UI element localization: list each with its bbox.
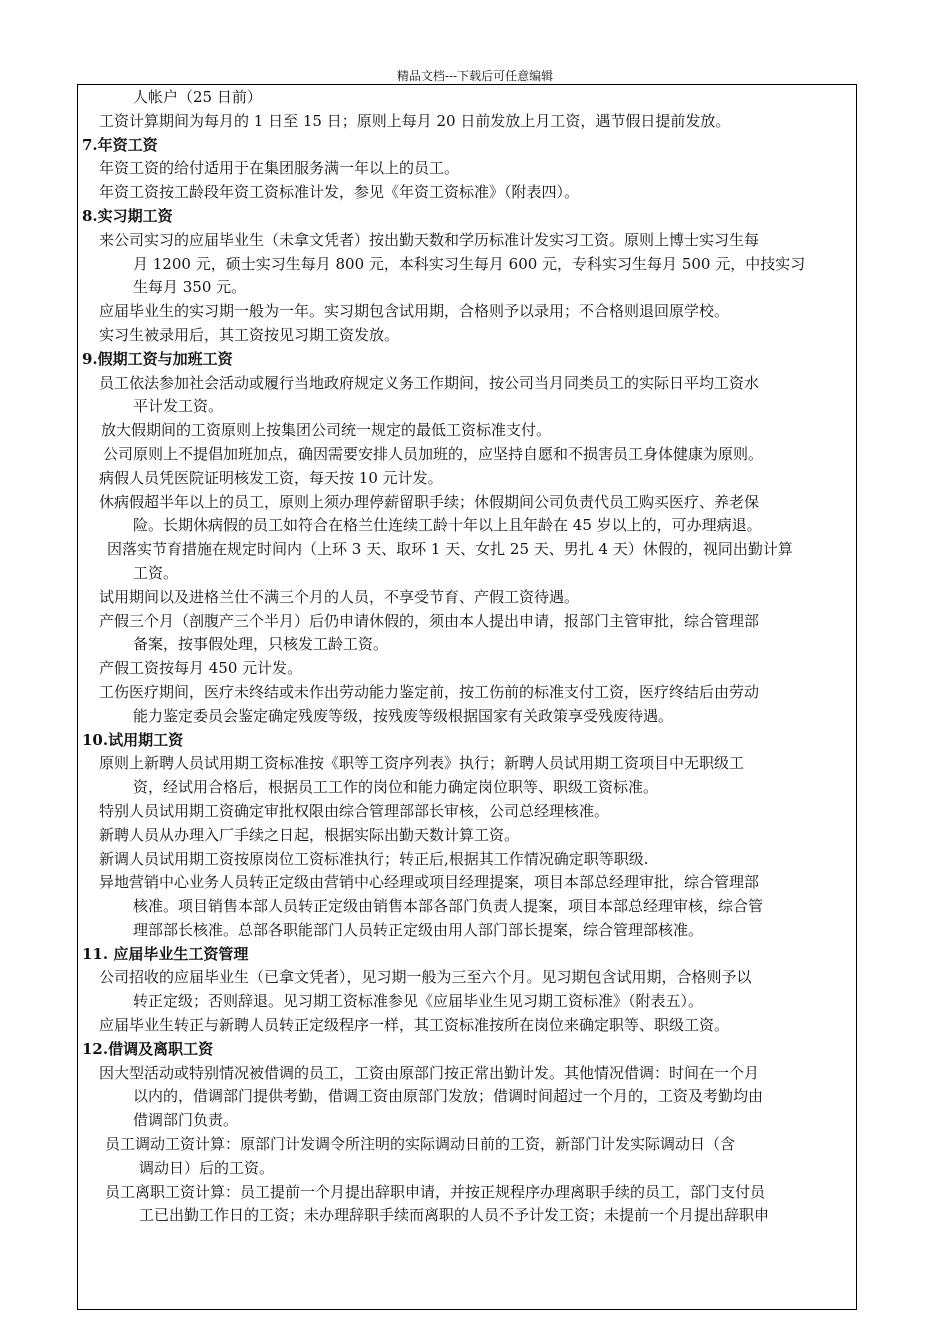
section-heading: 8.实习期工资: [82, 206, 173, 225]
body-text-line: 公司原则上不提倡加班加点，确因需要安排人员加班的，应坚持自愿和不损害员工身体健康为原则。: [103, 444, 764, 463]
body-text-line: 因大型活动或特别情况被借调的员工，工资由原部门按正常出勤计发。其他情况借调：时间在一个月: [99, 1063, 760, 1082]
body-text-line: 实习生被录用后，其工资按见习期工资发放。: [99, 325, 400, 344]
body-text-line: 以内的，借调部门提供考勤，借调工资由原部门发放；借调时间超过一个月的，工资及考勤均由: [133, 1087, 764, 1106]
body-text-line: 调动日）后的工资。: [139, 1158, 275, 1177]
section-heading: 12.借调及离职工资: [82, 1039, 214, 1058]
body-text-line: 年资工资按工龄段年资工资标准计发，参见《年资工资标准》（附表四）。: [99, 183, 580, 202]
body-text-line: 生每月 350 元。: [133, 278, 247, 297]
page-header: 精品文档---下载后可任意编辑: [396, 69, 554, 83]
body-text-line: 原则上新聘人员试用期工资标准按《职等工资序列表》执行；新聘人员试用期工资项目中无职级工: [99, 754, 745, 773]
body-text-line: 因落实节育措施在规定时间内（上环 3 天、取环 1 天、女扎 25 天、男扎 4 天）休假的，视同出勤计算: [107, 540, 793, 559]
document-body: [80, 86, 852, 1228]
body-text-line: 新聘人员从办理入厂手续之日起，根据实际出勤天数计算工资。: [99, 825, 520, 844]
body-text-line: 能力鉴定委员会鉴定确定残废等级，按残废等级根据国家有关政策享受残废待遇。: [133, 706, 674, 725]
body-text-line: 理部部长核准。总部各职能部门人员转正定级由用人部门部长提案，综合管理部核准。: [133, 920, 704, 939]
section-heading: 7.年资工资: [82, 135, 158, 154]
body-text-line: 工资计算期间为每月的 1 日至 15 日；原则上每月 20 日前发放上月工资，遇节假日提前发放。: [99, 111, 731, 130]
body-text-line: 休病假超半年以上的员工，原则上须办理停薪留职手续；休假期间公司负责代员工购买医疗、养老保: [99, 492, 760, 511]
body-text-line: 核准。项目销售本部人员转正定级由销售本部各部门负责人提案，项目本部总经理审核，综合管: [133, 897, 764, 916]
body-text-line: 工已出勤工作日的工资；未办理辞职手续而离职的人员不予计发工资；未提前一个月提出辞职申: [139, 1206, 770, 1225]
body-text-line: 放大假期间的工资原则上按集团公司统一规定的最低工资标准支付。: [101, 421, 552, 440]
body-text-line: 工伤医疗期间，医疗未终结或未作出劳动能力鉴定前，按工伤前的标准支付工资，医疗终结后由劳动: [99, 682, 760, 701]
body-text-line: 转正定级；否则辞退。见习期工资标准参见《应届毕业生见习期工资标准》（附表五）。: [133, 992, 704, 1011]
section-heading: 9.假期工资与加班工资: [82, 349, 233, 368]
body-text-line: 人帐户（25 日前）: [133, 88, 262, 106]
body-text-line: 应届毕业生的实习期一般为一年。实习期包含试用期，合格则予以录用；不合格则退回原学校。: [99, 302, 730, 321]
body-text-line: 员工离职工资计算：员工提前一个月提出辞职申请，并按正规程序办理离职手续的员工，部门支付员: [105, 1182, 766, 1201]
body-text-line: 产假三个月（剖腹产三个半月）后仍申请休假的，须由本人提出申请，报部门主管审批，综合管理部: [99, 611, 760, 630]
body-text-line: 病假人员凭医院证明核发工资，每天按 10 元计发。: [99, 468, 443, 487]
body-text-line: 产假工资按每月 450 元计发。: [99, 659, 303, 678]
body-text-line: 工资。: [133, 563, 179, 582]
body-text-line: 险。长期休病假的员工如符合在格兰仕连续工龄十年以上且年龄在 45 岁以上的，可办理病退。: [133, 516, 762, 535]
body-text-line: 新调人员试用期工资按原岗位工资标准执行；转正后,根据其工作情况确定职等职级.: [99, 849, 649, 868]
body-text-line: 借调部门负责。: [133, 1111, 239, 1130]
section-heading: 10.试用期工资: [82, 730, 184, 749]
body-text-line: 资，经试用合格后，根据员工工作的岗位和能力确定岗位职等、职级工资标准。: [133, 778, 659, 797]
body-text-line: 特别人员试用期工资确定审批权限由综合管理部部长审核，公司总经理核准。: [99, 801, 610, 820]
section-heading: 11. 应届毕业生工资管理: [82, 944, 249, 963]
body-text-line: 来公司实习的应届毕业生（未拿文凭者）按出勤天数和学历标准计发实习工资。原则上博士实习生每: [99, 230, 760, 249]
body-text-line: 公司招收的应届毕业生（已拿文凭者），见习期一般为三至六个月。见习期包含试用期，合格则予以: [99, 968, 752, 987]
body-text-line: 员工调动工资计算：原部门计发调令所注明的实际调动日前的工资，新部门计发实际调动日（含: [105, 1135, 736, 1154]
body-text-line: 应届毕业生转正与新聘人员转正定级程序一样，其工资标准按所在岗位来确定职等、职级工资。: [99, 1016, 730, 1035]
body-text-line: 试用期间以及进格兰仕不满三个月的人员，不享受节育、产假工资待遇。: [99, 587, 580, 606]
body-text-line: 异地营销中心业务人员转正定级由营销中心经理或项目经理提案，项目本部总经理审批，综合管理部: [99, 873, 760, 892]
body-text-line: 员工依法参加社会活动或履行当地政府规定义务工作期间，按公司当月同类员工的实际日平均工资水: [99, 373, 760, 392]
body-text-line: 年资工资的给付适用于在集团服务满一年以上的员工。: [99, 159, 460, 178]
body-text-line: 备案，按事假处理，只核发工龄工资。: [133, 635, 389, 654]
body-text-line: 平计发工资。: [133, 397, 224, 416]
body-text-line: 月 1200 元，硕士实习生每月 800 元，本科实习生每月 600 元，专科实习生每月 500 元，中技实习: [133, 254, 806, 273]
